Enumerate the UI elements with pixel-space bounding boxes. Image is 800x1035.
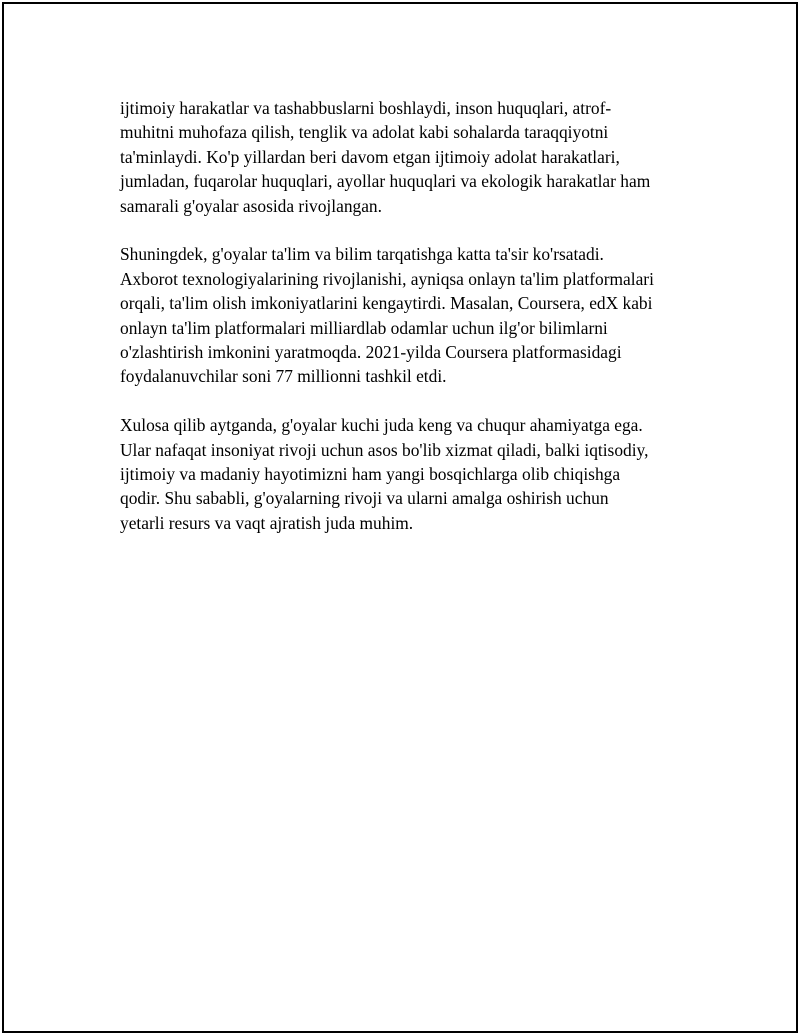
text-line: Ular nafaqat insoniyat rivoji uchun asos bo'lib xizmat qiladi, balki iqtisodiy, bbox=[120, 439, 649, 460]
text-line: Axborot texnologiyalarining rivojlanishi, ayniqsa onlayn ta'lim platformalari bbox=[120, 268, 654, 289]
document-body bbox=[120, 96, 686, 560]
text-line: foydalanuvchilar soni 77 millionni tashkil etdi. bbox=[120, 366, 447, 387]
text-line: Xulosa qilib aytganda, g'oyalar kuchi juda keng va chuqur ahamiyatga ega. bbox=[120, 415, 643, 436]
text-line: qodir. Shu sababli, g'oyalarning rivoji va ularni amalga oshirish uchun bbox=[120, 488, 609, 509]
text-line: ijtimoiy harakatlar va tashabbuslarni boshlaydi, inson huquqlari, atrof- bbox=[120, 98, 612, 118]
text-line: ijtimoiy va madaniy hayotimizni ham yangi bosqichlarga olib chiqishga bbox=[120, 464, 621, 485]
text-line: onlayn ta'lim platformalari milliardlab odamlar uchun ilg'or bilimlarni bbox=[120, 317, 608, 338]
text-line: muhitni muhofaza qilish, tenglik va adolat kabi sohalarda taraqqiyotni bbox=[120, 122, 609, 143]
text-line: ta'minlaydi. Ko'p yillardan beri davom etgan ijtimoiy adolat harakatlari, bbox=[120, 146, 620, 167]
paragraph-2 bbox=[120, 242, 686, 388]
text-line: yetarli resurs va vaqt ajratish juda muhim. bbox=[120, 512, 414, 533]
text-line: jumladan, fuqarolar huquqlari, ayollar huquqlari va ekologik harakatlar ham bbox=[120, 171, 651, 192]
text-line: orqali, ta'lim olish imkoniyatlarini kengaytirdi. Masalan, Coursera, edX kabi bbox=[120, 293, 653, 314]
paragraph-3 bbox=[120, 413, 686, 535]
paragraph-1 bbox=[120, 96, 686, 218]
document-page bbox=[2, 2, 798, 1033]
text-line: Shuningdek, g'oyalar ta'lim va bilim tarqatishga katta ta'sir ko'rsatadi. bbox=[120, 244, 604, 265]
text-line: samarali g'oyalar asosida rivojlangan. bbox=[120, 195, 382, 216]
text-line: o'zlashtirish imkonini yaratmoqda. 2021-yilda Coursera platformasidagi bbox=[120, 342, 622, 363]
